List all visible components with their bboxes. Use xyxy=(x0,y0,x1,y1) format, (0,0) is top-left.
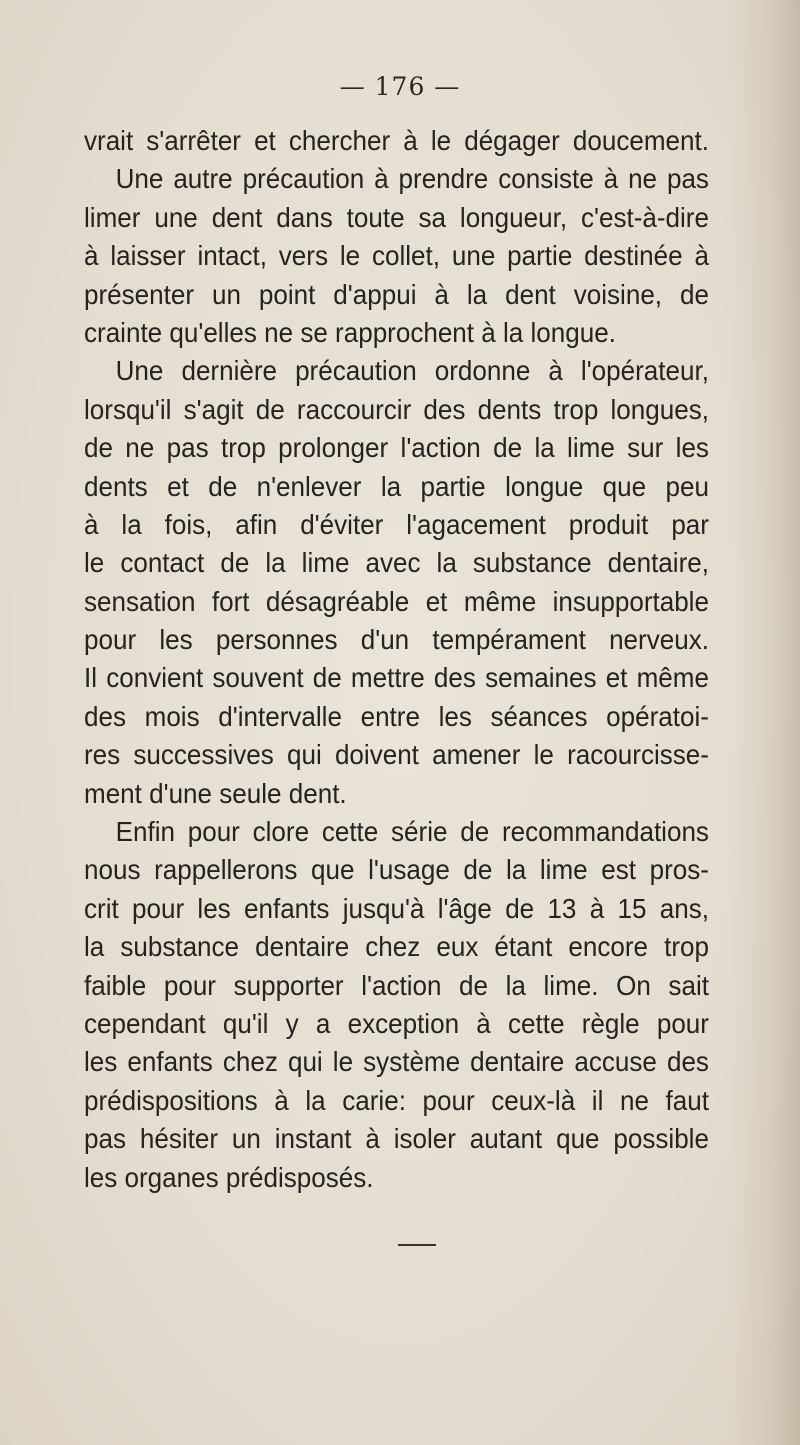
text-line: Une dernière précaution ordonne à l'opérateur, xyxy=(115,355,709,387)
text-line: les organes prédisposés. xyxy=(84,1161,374,1193)
text-line: ment d'une seule dent. xyxy=(84,777,347,809)
text-line: pas hésiter un instant à isoler autant que possible xyxy=(84,1123,709,1155)
text-line: crainte qu'elles ne se rapprochent à la longue. xyxy=(84,316,616,348)
text-line: de ne pas trop prolonger l'action de la lime sur les xyxy=(84,432,709,464)
text-line: Il convient souvent de mettre des semaines et même xyxy=(84,662,709,694)
end-rule xyxy=(398,1244,436,1246)
text-line: dents et de n'enlever la partie longue que peu xyxy=(84,470,709,502)
text-line: pour les personnes d'un tempérament nerveux. xyxy=(84,624,709,656)
text-line: présenter un point d'appui à la dent voisine, de xyxy=(84,278,709,310)
text-line: faible pour supporter l'action de la lime. On sait xyxy=(84,969,709,1001)
text-line: cependant qu'il y a exception à cette règle pour xyxy=(84,1007,709,1039)
text-line: des mois d'intervalle entre les séances opératoi- xyxy=(84,700,709,732)
text-line: la substance dentaire chez eux étant encore trop xyxy=(84,931,709,963)
text-line: lorsqu'il s'agit de raccourcir des dents trop longues, xyxy=(84,393,709,425)
text-line: vrait s'arrêter et chercher à le dégager doucement. xyxy=(84,125,709,156)
text-line: limer une dent dans toute sa longueur, c'est-à-dire xyxy=(84,201,709,233)
page-number: — 176 — xyxy=(339,72,461,101)
text-line: res successives qui doivent amener le racourcisse- xyxy=(84,739,709,771)
text-line: Une autre précaution à prendre consiste à ne pas xyxy=(115,163,709,195)
text-line: crit pour les enfants jusqu'à l'âge de 13 à 15 ans, xyxy=(84,892,709,924)
text-line: prédispositions à la carie: pour ceux-là il ne faut xyxy=(84,1084,709,1116)
text-line: à la fois, afin d'éviter l'agacement produit par xyxy=(84,508,709,540)
text-line: sensation fort désagréable et même insupportable xyxy=(84,585,709,617)
body-text xyxy=(84,122,709,1197)
text-line: le contact de la lime avec la substance dentaire, xyxy=(84,547,709,579)
text-line: nous rappellerons que l'usage de la lime est pros- xyxy=(84,854,709,886)
text-line: Enfin pour clore cette série de recommandations xyxy=(115,816,709,848)
spine-shadow xyxy=(730,0,800,1445)
text-line: à laisser intact, vers le collet, une partie destinée à xyxy=(84,240,709,272)
text-line: les enfants chez qui le système dentaire accuse des xyxy=(84,1046,709,1078)
